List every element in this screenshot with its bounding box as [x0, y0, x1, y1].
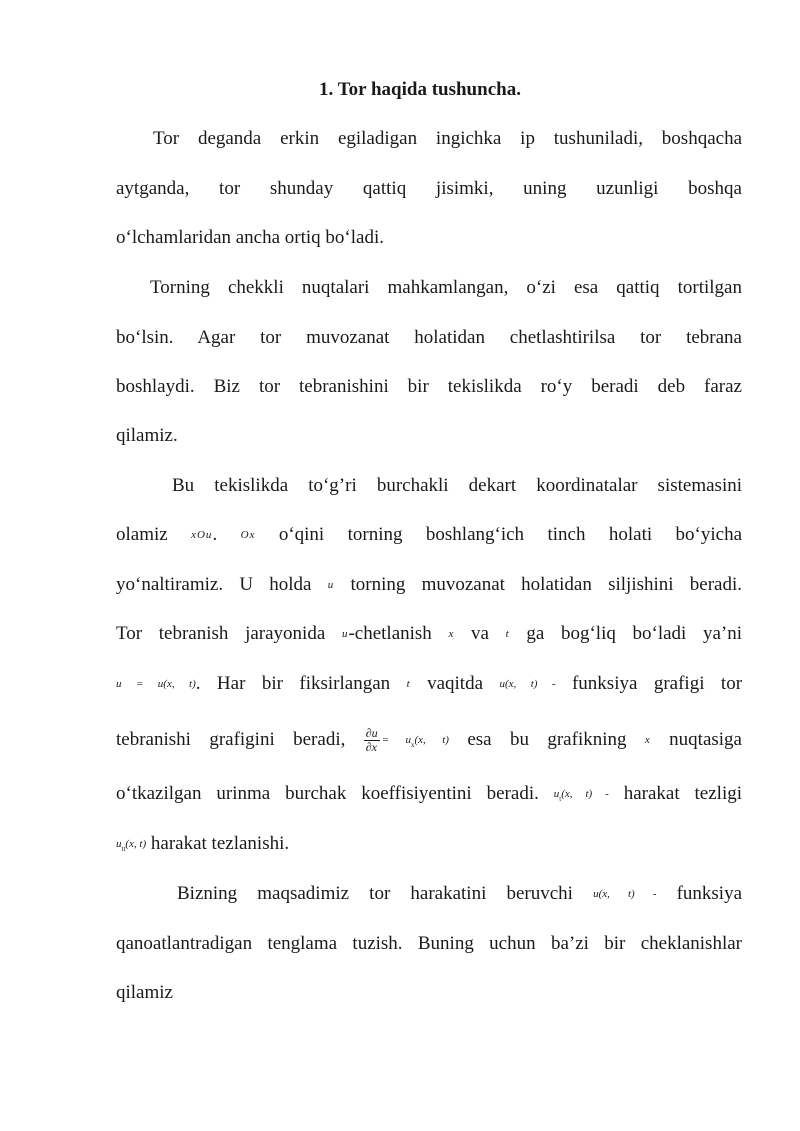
math-inline: x: [644, 734, 651, 746]
math-inline: u: [327, 579, 335, 591]
math-inline: u(x, t) -: [499, 678, 556, 690]
text-fragment: vaqitda: [427, 673, 484, 694]
text-fragment: tebranishi grafigini beradi,: [116, 729, 346, 750]
math-inline: u: [341, 628, 349, 640]
math-inline: = u: [381, 734, 412, 746]
section-title: 1. Tor haqida tushuncha.: [319, 79, 521, 100]
text-fragment: -chetlanish: [348, 623, 432, 644]
math-acceleration: [116, 833, 146, 854]
math-inline: (x, t): [414, 734, 449, 746]
text-line: bo‘lsin. Agar tor muvozanat holatidan chetlashtirilsa tor tebrana: [116, 327, 742, 348]
text-fragment: esa bu grafikning: [467, 729, 627, 750]
math-subscript: tt: [121, 845, 126, 853]
text-line: [177, 882, 742, 906]
text-line: [116, 782, 742, 806]
math-inline: t: [406, 678, 411, 690]
math-inline: (x, t): [125, 838, 147, 850]
text-fragment: harakat tezlanishi.: [150, 833, 290, 854]
text-line: [116, 622, 742, 646]
text-fragment: ga bog‘liq bo‘ladi ya’ni: [526, 623, 743, 644]
text-line: aytganda, tor shunday qattiq jisimki, uning uzunligi boshqa: [116, 178, 742, 199]
math-inline: x: [448, 628, 455, 640]
text-fragment: Bizning maqsadimiz tor harakatini beruvchi: [177, 883, 573, 904]
math-subscript: x: [411, 741, 415, 749]
text-fragment: Tor tebranish jarayonida: [116, 623, 326, 644]
text-fragment: . Har bir fiksirlangan: [195, 673, 391, 694]
text-line: boshlaydi. Biz tor tebranishini bir tekislikda ro‘y beradi deb faraz: [116, 376, 742, 397]
text-fragment: o‘tkazilgan urinma burchak koeffisiyentini beradi.: [116, 783, 539, 804]
text-line: qilamiz: [116, 982, 173, 1003]
text-fragment: o‘qini torning boshlang‘ich tinch holati bo‘yicha: [278, 524, 742, 545]
text-line: [116, 523, 742, 547]
math-inline: u(x, t) -: [593, 888, 657, 900]
text-fragment: torning muvozanat holatidan siljishini beradi.: [350, 574, 743, 595]
math-inline: t: [505, 628, 510, 640]
text-fragment: nuqtasiga: [669, 729, 742, 750]
text-fragment: funksiya grafigi tor: [571, 673, 743, 694]
text-line: [116, 832, 742, 856]
math-inline: u = u(x, t): [116, 678, 196, 690]
math-inline: xOu: [191, 529, 213, 541]
text-fragment: funksiya: [676, 883, 743, 904]
math-inline: u: [116, 838, 122, 850]
text-fragment: va: [471, 623, 489, 644]
text-line: qanoatlantradigan tenglama tuzish. Buning uchun ba’zi bir cheklanishlar: [116, 933, 742, 954]
text-line: Bu tekislikda to‘g’ri burchakli dekart koordinatalar sistemasini: [172, 475, 742, 496]
math-velocity: [554, 783, 609, 804]
text-line: [116, 573, 742, 597]
fraction-denominator: ∂x: [365, 740, 378, 755]
math-inline: (x, t) -: [561, 788, 609, 800]
text-line: Tor deganda erkin egiladigan ingichka ip tushuniladi, boshqacha: [153, 128, 742, 149]
text-line: [116, 725, 742, 755]
math-subscript: t: [559, 795, 562, 803]
text-line: Torning chekkli nuqtalari mahkamlangan, o‘zi esa qattiq tortilgan: [150, 277, 742, 298]
text-fragment: .: [212, 524, 218, 545]
text-fragment: olamiz: [116, 524, 168, 545]
fraction-numerator: ∂u: [365, 726, 378, 741]
math-inline: u: [553, 788, 560, 800]
text-line: o‘lchamlaridan ancha ortiq bo‘ladi.: [116, 227, 385, 248]
math-derivative: [364, 726, 449, 755]
text-line: qilamiz.: [116, 425, 178, 446]
math-inline: Ox: [240, 529, 256, 541]
math-fraction: [364, 727, 380, 754]
text-fragment: yo‘naltiramiz. U holda: [116, 574, 312, 595]
text-line: [116, 672, 742, 696]
text-fragment: harakat tezligi: [623, 783, 742, 804]
